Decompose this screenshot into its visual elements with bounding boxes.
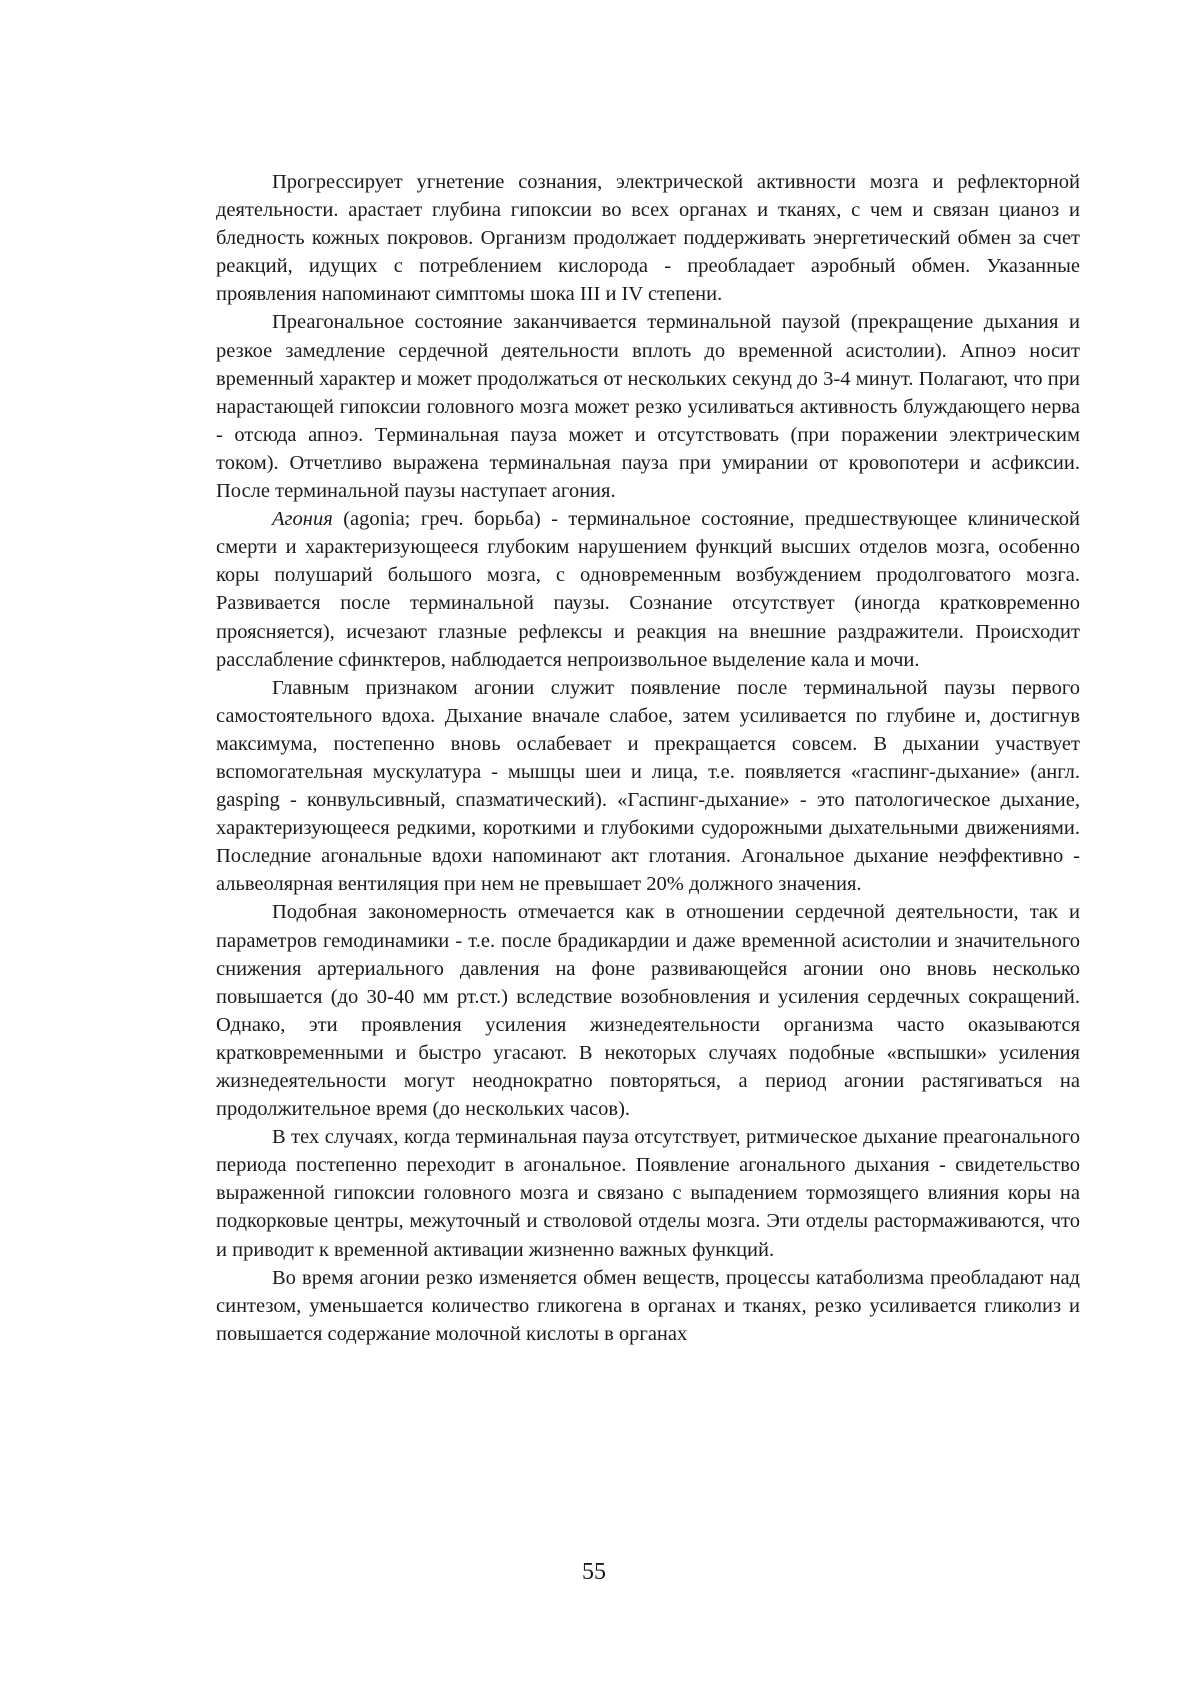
paragraph-4-text: Главным признаком агонии служит появление после терминальной паузы первого самостоятельного вдоха. Дыхание вначале слабое, затем усиливается по глубине и, достигнув максимума, постепенно вновь ослабевает и прекращается совсем. В дыхании участвует вспомогательная мускулатура - мышцы шеи и лица, т.е. появляется «гаспинг-дыхание» (англ. gasping - конвульсивный, спазматический). «Гаспинг-дыхание» - это патологическое дыхание, характеризующееся редкими, короткими и глубокими судорожными дыхательными движениями. Последние агональные вдохи напоминают акт глотания. Агональное дыхание неэффективно - альвеолярная вентиляция при нем не превышает 20% должного значения. <box>216 676 1080 896</box>
paragraph-7-text: Во время агонии резко изменяется обмен веществ, процессы катаболизма преобладают над синтезом, уменьшается количество гликогена в органах и тканях, резко усиливается гликолиз и повышается содержание молочной кислоты в органах <box>216 1266 1080 1345</box>
body-text <box>216 168 1080 1348</box>
paragraph-6 <box>216 1123 1080 1263</box>
paragraph-2-text: Преагональное состояние заканчивается терминальной паузой (прекращение дыхания и резкое замедление сердечной деятельности вплоть до временной асистолии). Апноэ носит временный характер и может продолжаться от нескольких секунд до 3-4 минут. Полагают, что при нарастающей гипоксии головного мозга может резко усиливаться активность блуждающего нерва - отсюда апноэ. Терминальная пауза может и отсутствовать (при поражении электрическим током). Отчетливо выражена терминальная пауза при умирании от кровопотери и асфиксии. После терминальной паузы наступает агония. <box>216 311 1080 503</box>
paragraph-3-text: (agonia; греч. борьба) - терминальное состояние, предшествующее клинической смерти и характеризующееся глубоким нарушением функций высших отделов мозга, особенно коры полушарий большого мозга, с одновременным возбуждением продолговатого мозга. Развивается после терминальной паузы. Сознание отсутствует (иногда кратковременно проясняется), исчезают глазные рефлексы и реакция на внешние раздражители. Происходит расслабление сфинктеров, наблюдается непроизвольное выделение кала и мочи. <box>216 508 1080 671</box>
paragraph-4 <box>216 674 1080 899</box>
page-number: 55 <box>582 1559 606 1585</box>
paragraph-1-text: Прогрессирует угнетение сознания, электрической активности мозга и рефлекторной деятельности. арастает глубина гипоксии во всех органах и тканях, с чем и связан цианоз и бледность кожных покровов. Организм продолжает поддерживать энергетический обмен за счет реакций, идущих с потреблением кислорода - преобладает аэробный обмен. Указанные проявления напоминают симптомы шока III и IV степени. <box>216 171 1080 306</box>
paragraph-5 <box>216 898 1080 1123</box>
paragraph-2 <box>216 308 1080 505</box>
paragraph-6-text: В тех случаях, когда терминальная пауза отсутствует, ритмическое дыхание преагонального периода постепенно переходит в агональное. Появление агонального дыхания - свидетельство выраженной гипоксии головного мозга и связано с выпадением тормозящего влияния коры на подкорковые центры, межуточный и стволовой отделы мозга. Эти отделы растормаживаются, что и приводит к временной активации жизненно важных функций. <box>216 1126 1080 1261</box>
paragraph-1 <box>216 168 1080 308</box>
paragraph-5-text: Подобная закономерность отмечается как в отношении сердечной деятельности, так и параметров гемодинамики - т.е. после брадикардии и даже временной асистолии и значительного снижения артериального давления на фоне развивающейся агонии оно вновь несколько повышается (до 30-40 мм рт.ст.) вследствие возобновления и усиления сердечных сокращений. Однако, эти проявления усиления жизнедеятельности организма часто оказываются кратковременными и быстро угасают. В некоторых случаях подобные «вспышки» усиления жизнедеятельности могут неоднократно повторяться, а период агонии растягиваться на продолжительное время (до нескольких часов). <box>216 901 1080 1121</box>
paragraph-3 <box>216 505 1080 674</box>
term-agonia: Агония <box>272 508 333 531</box>
paragraph-7 <box>216 1264 1080 1348</box>
